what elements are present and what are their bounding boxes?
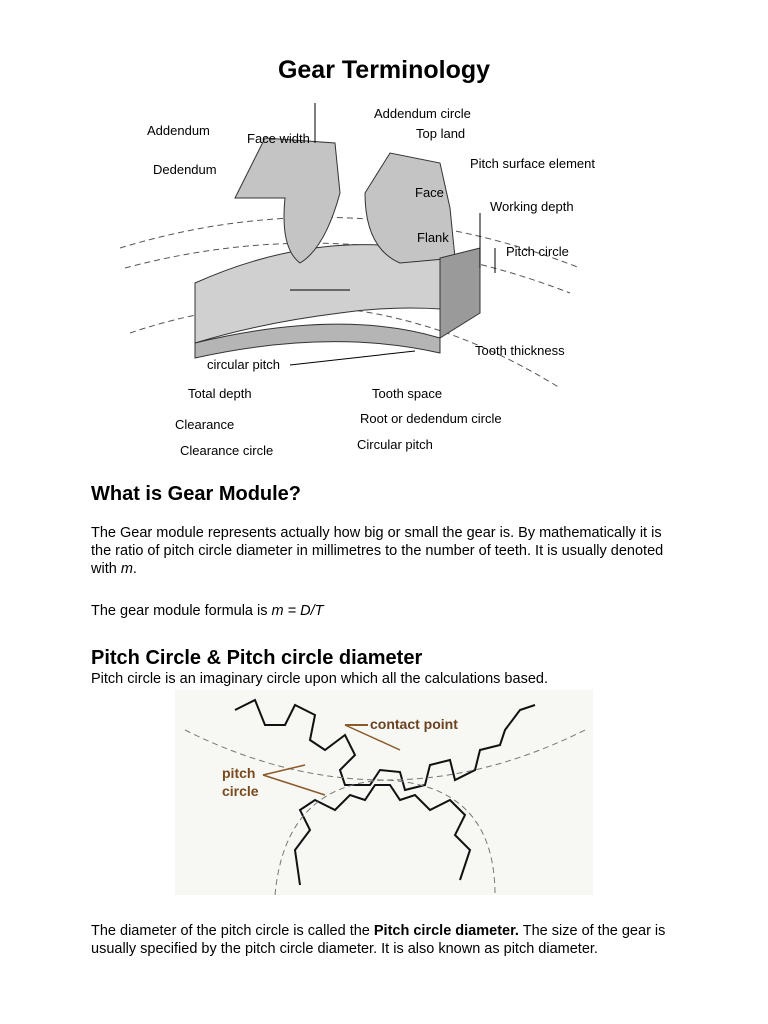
gear-module-formula: The gear module formula is m = D/T (91, 603, 324, 619)
label-circular-pitch: circular pitch (207, 357, 280, 372)
section-heading-gear-module: What is Gear Module? (91, 483, 302, 505)
gear-terminology-diagram (110, 98, 600, 468)
label-working-depth: Working depth (490, 199, 574, 214)
label-pitch-surface-element: Pitch surface element (470, 156, 596, 171)
label-pitch-circle: Pitch circle (506, 244, 569, 259)
page-title: Gear Terminology (277, 56, 491, 84)
label-addendum: Addendum (147, 123, 210, 138)
section-heading-pitch-circle: Pitch Circle & Pitch circle diameter (91, 647, 423, 669)
label-pitch: pitch (222, 765, 256, 781)
label-total-depth: Total depth (188, 386, 252, 401)
label-tooth-thickness: Tooth thickness (475, 343, 565, 358)
label-tooth-space: Tooth space (372, 386, 443, 401)
label-circular-pitch-2: Circular pitch (357, 437, 433, 452)
label-addendum-circle: Addendum circle (374, 106, 471, 121)
label-flank: Flank (417, 230, 449, 245)
meshing-gears-diagram (175, 690, 593, 895)
label-contact-point: contact point (370, 716, 458, 732)
label-face: Face (415, 185, 444, 200)
label-clearance-circle: Clearance circle (180, 443, 274, 458)
label-dedendum: Dedendum (153, 162, 217, 177)
label-clearance: Clearance (175, 417, 235, 432)
label-circle: circle (222, 783, 259, 799)
pitch-circle-intro: Pitch circle is an imaginary circle upon which all the calculations based. (91, 671, 548, 687)
gear-module-paragraph: The Gear module represents actually how big or small the gear is. By mathematically it is the ratio of pitch circle diameter in millimetres to the number of teeth. It is usually denoted with m. (91, 525, 664, 577)
pitch-diameter-paragraph: The diameter of the pitch circle is called the Pitch circle diameter. The size of the gear is usually specified by the pitch circle diameter. It is also known as pitch diameter. (91, 923, 666, 957)
label-root-circle: Root or dedendum circle (360, 411, 502, 426)
label-face-width: Face width (247, 131, 310, 146)
label-top-land: Top land (416, 126, 466, 141)
